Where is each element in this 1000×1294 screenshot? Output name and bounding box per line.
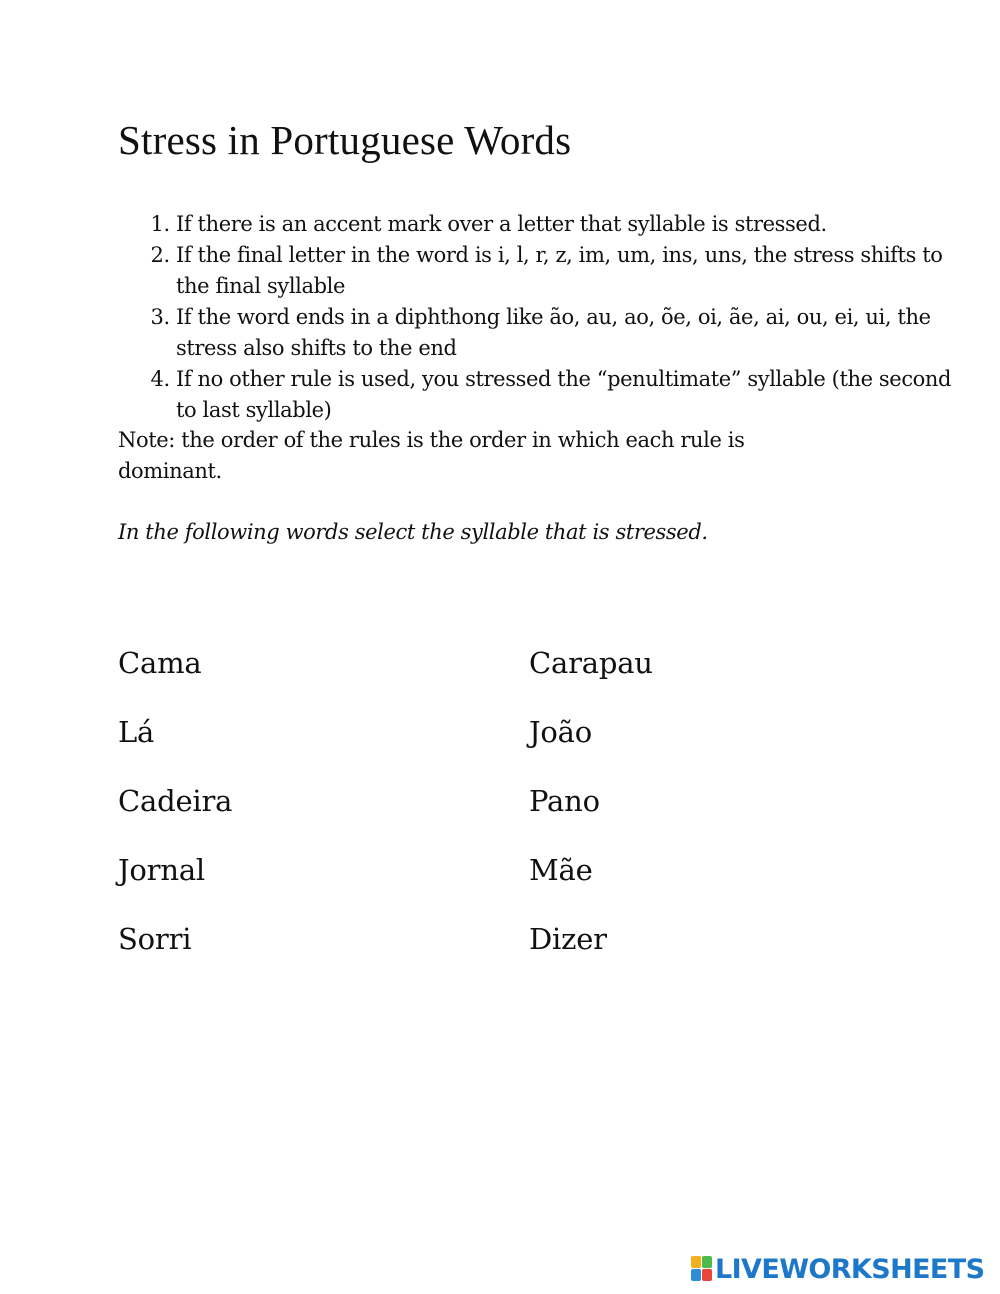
brand-watermark — [691, 1254, 984, 1284]
rules-list — [118, 209, 956, 426]
rule-item: 2. If the final letter in the word is i, l, r, z, im, um, ins, uns, the stress shifts to the final syllable — [176, 240, 956, 302]
word-sorri[interactable]: Sorri — [118, 922, 192, 956]
word-jornal[interactable]: Jornal — [118, 853, 205, 887]
note-text: Note: the order of the rules is the order in which each rule is dominant. — [118, 428, 745, 483]
word-joao[interactable]: João — [529, 715, 593, 749]
word-la[interactable]: Lá — [118, 715, 155, 749]
word-pano[interactable]: Pano — [529, 784, 600, 818]
word-cadeira[interactable]: Cadeira — [118, 784, 233, 818]
word-cama[interactable]: Cama — [118, 646, 202, 680]
rule-item: 1. If there is an accent mark over a letter that syllable is stressed. — [176, 209, 956, 240]
word-carapau[interactable]: Carapau — [529, 646, 653, 680]
word-mae[interactable]: Mãe — [529, 853, 593, 887]
page-title: Stress in Portuguese Words — [118, 117, 572, 163]
instruction-text: In the following words select the syllable that is stressed. — [118, 520, 708, 544]
word-dizer[interactable]: Dizer — [529, 922, 607, 956]
brand-text: LIVEWORKSHEETS — [715, 1253, 985, 1285]
rule-item: 4. If no other rule is used, you stressed the “penultimate” syllable (the second to last syllable) — [176, 364, 956, 426]
rule-item: 3. If the word ends in a diphthong like ão, au, ao, õe, oi, ãe, ai, ou, ei, ui, the stress also shifts to the end — [176, 302, 956, 364]
liveworksheets-logo-icon — [691, 1256, 713, 1282]
